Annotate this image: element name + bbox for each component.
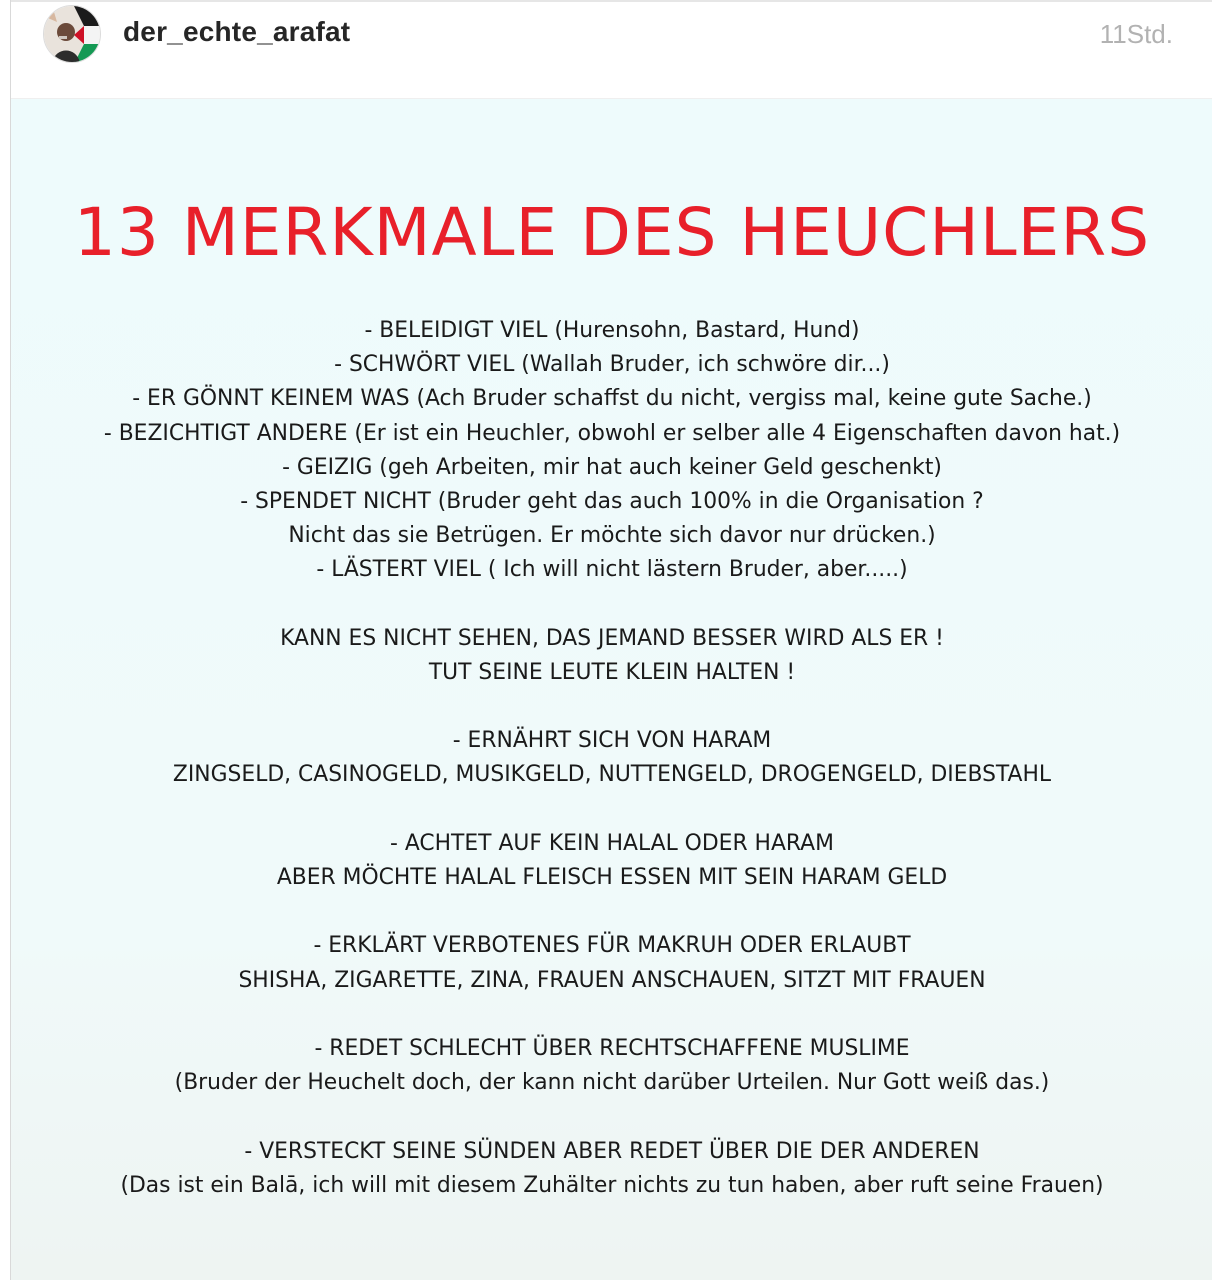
post-body-text xyxy=(29,313,1195,1202)
spacer xyxy=(29,894,1195,928)
post-title: 13 MERKMALE DES HEUCHLERS xyxy=(73,194,1151,271)
text-line: - ACHTET AUF KEIN HALAL ODER HARAM xyxy=(390,829,834,856)
avatar[interactable] xyxy=(43,5,101,63)
spacer xyxy=(29,997,1195,1031)
text-line: - REDET SCHLECHT ÜBER RECHTSCHAFFENE MUSLIME xyxy=(314,1034,910,1061)
text-line: - BELEIDIGT VIEL (Hurensohn, Bastard, Hund) xyxy=(364,317,860,343)
text-line: ABER MÖCHTE HALAL FLEISCH ESSEN MIT SEIN HARAM GELD xyxy=(276,864,948,890)
text-line: Nicht das sie Betrügen. Er möchte sich davor nur drücken.) xyxy=(288,522,936,549)
spacer xyxy=(29,792,1195,826)
text-line: - LÄSTERT VIEL ( Ich will nicht lästern Bruder, aber.....) xyxy=(316,556,908,583)
text-line: - ERNÄHRT SICH VON HARAM xyxy=(452,727,772,754)
text-line: SHISHA, ZIGARETTE, ZINA, FRAUEN ANSCHAUEN, SITZT MIT FRAUEN xyxy=(238,966,986,993)
post-header xyxy=(11,2,1212,99)
text-line: - SCHWÖRT VIEL (Wallah Bruder, ich schwöre dir...) xyxy=(334,351,890,378)
post-image[interactable] xyxy=(11,99,1212,1280)
text-line: TUT SEINE LEUTE KLEIN HALTEN ! xyxy=(428,658,796,685)
spacer xyxy=(29,587,1195,621)
text-line: - ERKLÄRT VERBOTENES FÜR MAKRUH ODER ERLAUBT xyxy=(313,932,911,959)
spacer xyxy=(29,1099,1195,1133)
text-line: - VERSTECKT SEINE SÜNDEN ABER REDET ÜBER DIE DER ANDEREN xyxy=(244,1137,980,1164)
text-line: - ER GÖNNT KEINEM WAS (Ach Bruder schaffst du nicht, vergiss mal, keine gute Sache.) xyxy=(132,385,1092,412)
avatar-image xyxy=(44,6,101,63)
username-link[interactable]: der_echte_arafat xyxy=(123,16,351,47)
text-line: - BEZICHTIGT ANDERE (Er ist ein Heuchler, obwohl er selber alle 4 Eigenschaften davon hat.) xyxy=(103,419,1121,446)
text-line: (Das ist ein Balā, ich will mit diesem Zuhälter nichts zu tun haben, aber ruft seine Frauen) xyxy=(120,1171,1104,1198)
text-line: ZINGSELD, CASINOGELD, MUSIKGELD, NUTTENGELD, DROGENGELD, DIEBSTAHL xyxy=(172,761,1052,788)
spacer xyxy=(29,689,1195,723)
text-line: KANN ES NICHT SEHEN, DAS JEMAND BESSER WIRD ALS ER ! xyxy=(280,624,944,651)
text-line: - SPENDET NICHT (Bruder geht das auch 100% in die Organisation ? xyxy=(240,487,984,514)
text-line: - GEIZIG (geh Arbeiten, mir hat auch keiner Geld geschenkt) xyxy=(282,453,942,480)
post-timestamp[interactable]: 11Std. xyxy=(1099,19,1173,49)
text-line: (Bruder der Heuchelt doch, der kann nicht darüber Urteilen. Nur Gott weiß das.) xyxy=(174,1069,1050,1096)
post-frame xyxy=(10,0,1212,1280)
